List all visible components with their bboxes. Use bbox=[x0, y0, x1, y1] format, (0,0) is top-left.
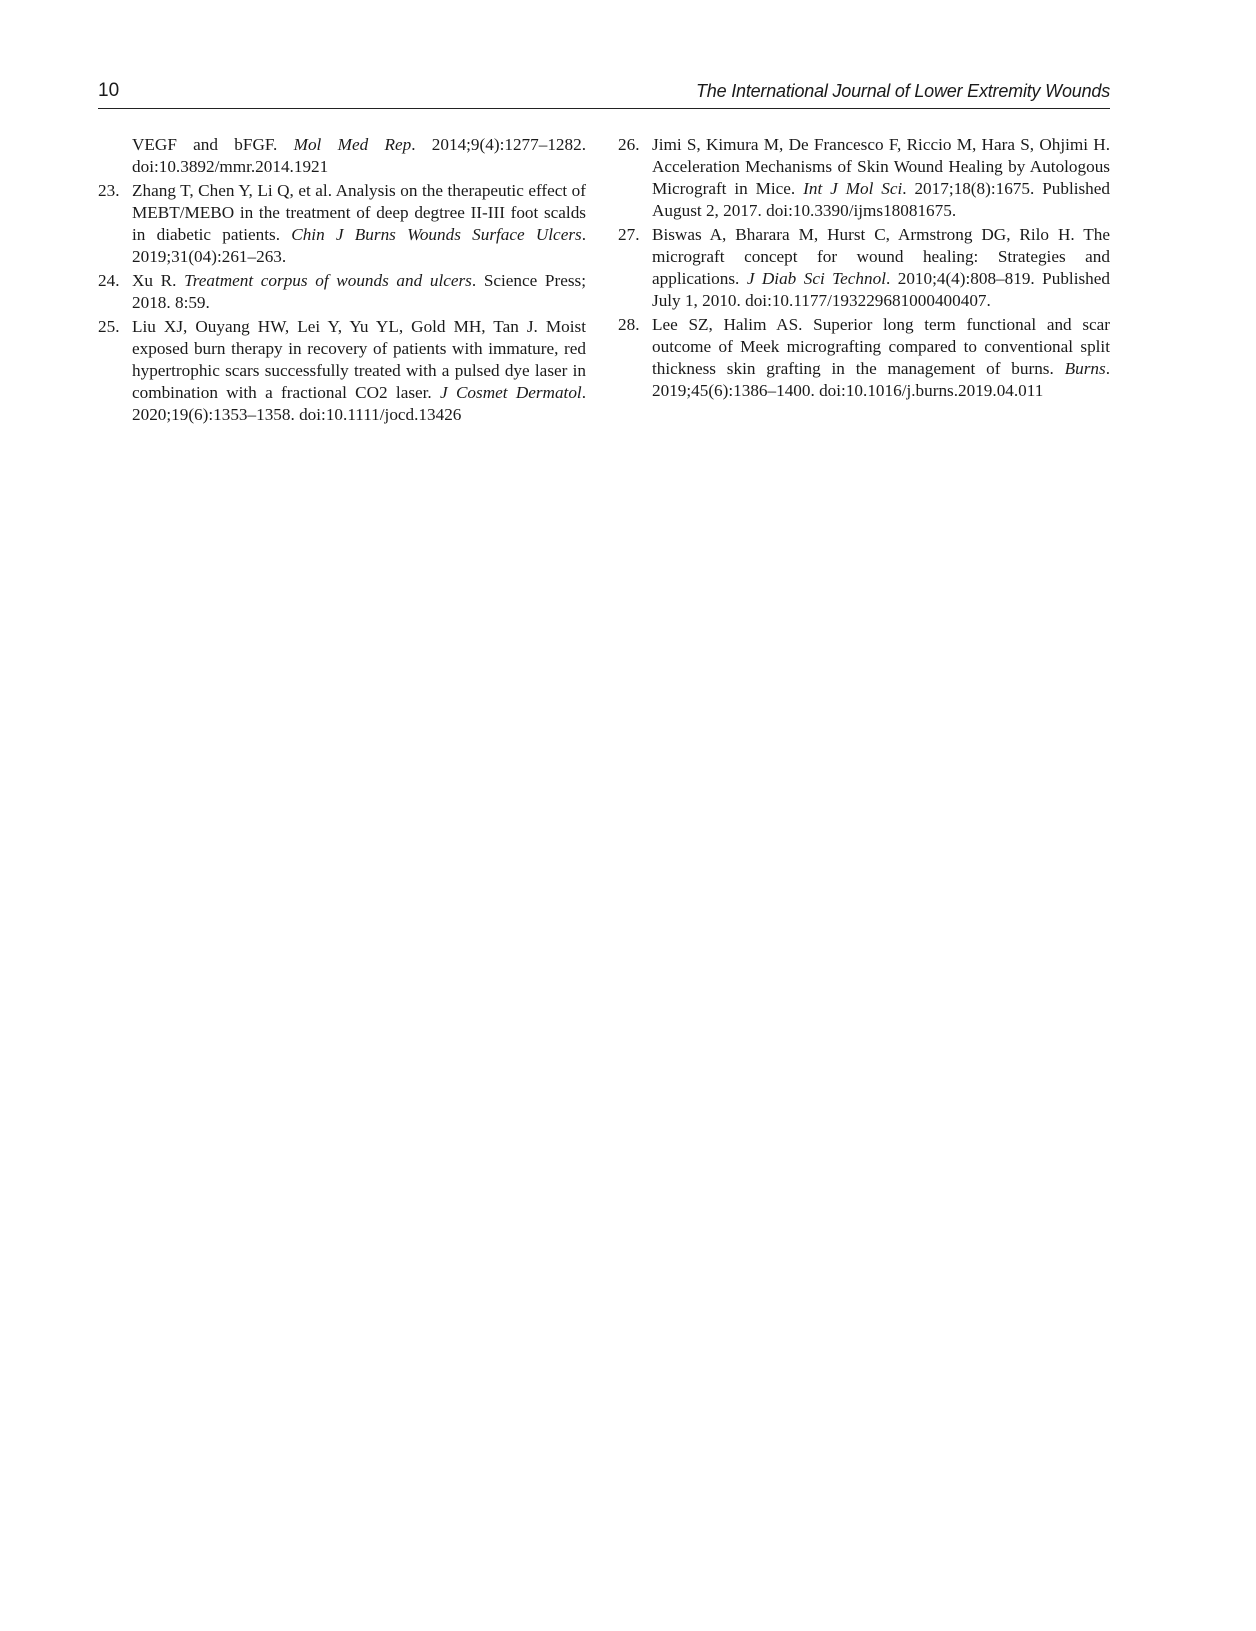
reference-text bbox=[652, 134, 1110, 222]
reference-number: 24. bbox=[98, 271, 120, 290]
reference-number: 26. bbox=[618, 135, 640, 154]
reference-text bbox=[132, 134, 586, 178]
reference-journal: J Diab Sci Technol bbox=[746, 269, 886, 288]
reference-27 bbox=[618, 224, 1110, 312]
reference-authors-title: Liu XJ, Ouyang HW, Lei Y, Yu YL, Gold MH, Tan J. Moist exposed burn therapy in recovery of patients with immature, red hypertrophic scars successfully treated with a pulsed dye laser in combination with a fractional CO2 laser. bbox=[132, 317, 586, 402]
reference-number: 27. bbox=[618, 225, 640, 244]
journal-title: The International Journal of Lower Extremity Wounds bbox=[695, 81, 1110, 101]
reference-authors-title: VEGF and bFGF. bbox=[132, 135, 294, 154]
reference-journal: Burns bbox=[1064, 359, 1106, 378]
reference-journal: J Cosmet Dermatol bbox=[440, 383, 582, 402]
reference-text bbox=[652, 224, 1110, 312]
reference-25 bbox=[98, 316, 586, 426]
reference-citation: . 2020;19(6):1353–1358. doi:10.1111/jocd.13426 bbox=[132, 383, 587, 424]
reference-24 bbox=[98, 270, 586, 314]
running-header bbox=[98, 78, 1110, 109]
reference-citation: . 2019;31(04):261–263. bbox=[132, 225, 586, 266]
reference-number: 28. bbox=[618, 315, 640, 334]
reference-text bbox=[652, 314, 1110, 402]
reference-number: 23. bbox=[98, 181, 120, 200]
reference-authors-title: Lee SZ, Halim AS. Superior long term functional and scar outcome of Meek micrografting compared to conventional split thickness skin grafting in the management of burns. bbox=[652, 315, 1110, 378]
reference-authors-title: Xu R. bbox=[132, 271, 185, 290]
reference-authors-title: Jimi S, Kimura M, De Francesco F, Riccio M, Hara S, Ohjimi H. Acceleration Mechanisms of Skin Wound Healing by Autologous Micrograft in Mice. bbox=[652, 135, 1110, 198]
reference-28 bbox=[618, 314, 1110, 402]
reference-text bbox=[132, 270, 586, 314]
reference-citation: . 2017;18(8):1675. Published August 2, 2017. doi:10.3390/ijms18081675. bbox=[652, 179, 1110, 220]
reference-text bbox=[132, 180, 586, 268]
reference-23 bbox=[98, 180, 586, 268]
reference-authors-title: Biswas A, Bharara M, Hurst C, Armstrong DG, Rilo H. The micrograft concept for wound healing: Strategies and applications. bbox=[652, 225, 1110, 288]
page-number: 10 bbox=[98, 80, 120, 101]
reference-citation: . Science Press; 2018. 8:59. bbox=[132, 271, 586, 312]
reference-journal: Chin J Burns Wounds Surface Ulcers bbox=[291, 225, 582, 244]
reference-citation: . 2019;45(6):1386–1400. doi:10.1016/j.burns.2019.04.011 bbox=[652, 359, 1110, 400]
reference-citation: . 2010;4(4):808–819. Published July 1, 2010. doi:10.1177/193229681000400407. bbox=[652, 269, 1110, 310]
reference-authors-title: Zhang T, Chen Y, Li Q, et al. Analysis on the therapeutic effect of MEBT/MEBO in the treatment of deep degtree II-III foot scalds in diabetic patients. bbox=[132, 181, 586, 244]
reference-journal: Int J Mol Sci bbox=[803, 179, 903, 198]
references-left-column bbox=[98, 134, 586, 428]
reference-number: 25. bbox=[98, 317, 120, 336]
reference-citation: . 2014;9(4):1277–1282. doi:10.3892/mmr.2014.1921 bbox=[132, 135, 586, 176]
reference-journal: Mol Med Rep bbox=[293, 135, 412, 154]
reference-text bbox=[132, 316, 586, 426]
reference-journal: Treatment corpus of wounds and ulcers bbox=[184, 271, 472, 290]
reference-26 bbox=[618, 134, 1110, 222]
references-right-column bbox=[618, 134, 1110, 404]
reference-22-continuation bbox=[98, 134, 586, 178]
